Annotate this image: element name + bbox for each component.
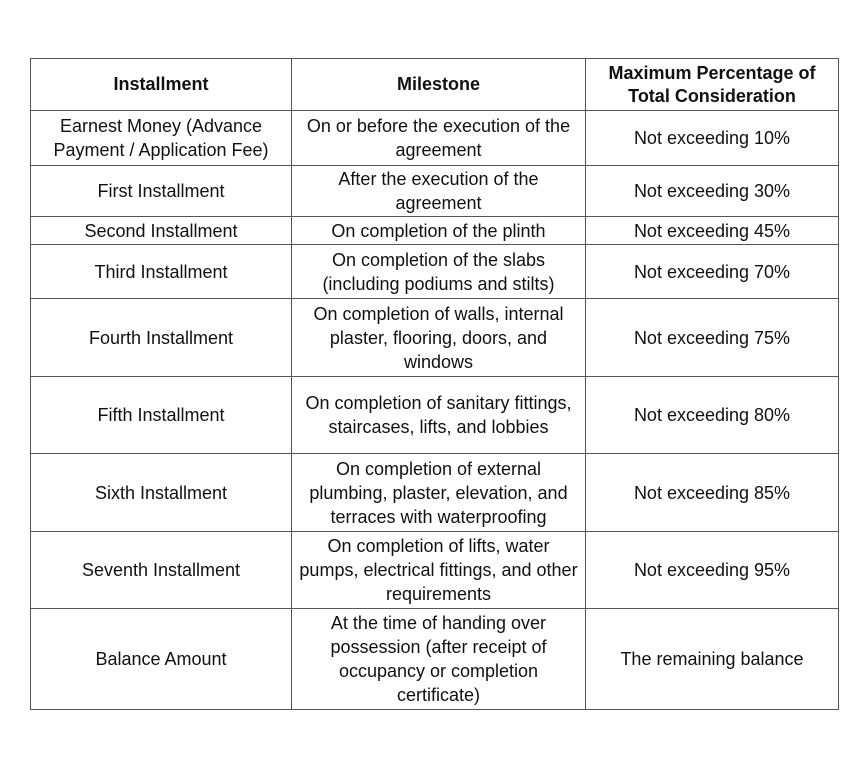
- table-row: [31, 609, 839, 710]
- cell-percentage: Not exceeding 30%: [586, 166, 839, 217]
- table-row: [31, 217, 839, 245]
- table-row: [31, 245, 839, 299]
- header-installment: Installment: [31, 59, 292, 111]
- cell-percentage: Not exceeding 70%: [586, 245, 839, 299]
- table-body: [31, 111, 839, 710]
- cell-installment: Earnest Money (Advance Payment / Application Fee): [31, 111, 292, 166]
- cell-milestone: On completion of lifts, water pumps, electrical fittings, and other requirements: [292, 532, 586, 609]
- header-max-percentage: Maximum Percentage of Total Consideration: [586, 59, 839, 111]
- table-row: [31, 299, 839, 377]
- cell-installment: Balance Amount: [31, 609, 292, 710]
- cell-milestone: On completion of external plumbing, plaster, elevation, and terraces with waterproofing: [292, 454, 586, 532]
- cell-milestone: After the execution of the agreement: [292, 166, 586, 217]
- cell-milestone: On or before the execution of the agreement: [292, 111, 586, 166]
- table-row: [31, 111, 839, 166]
- cell-percentage: Not exceeding 10%: [586, 111, 839, 166]
- table-row: [31, 166, 839, 217]
- cell-percentage: Not exceeding 80%: [586, 377, 839, 454]
- cell-milestone: At the time of handing over possession (after receipt of occupancy or completion certificate): [292, 609, 586, 710]
- cell-milestone: On completion of the slabs (including podiums and stilts): [292, 245, 586, 299]
- cell-percentage: Not exceeding 85%: [586, 454, 839, 532]
- table-row: [31, 532, 839, 609]
- cell-percentage: Not exceeding 45%: [586, 217, 839, 245]
- cell-percentage: Not exceeding 95%: [586, 532, 839, 609]
- cell-percentage: The remaining balance: [586, 609, 839, 710]
- table-header: [31, 59, 839, 111]
- table-row: [31, 377, 839, 454]
- payment-schedule-table: [30, 58, 839, 710]
- cell-milestone: On completion of walls, internal plaster, flooring, doors, and windows: [292, 299, 586, 377]
- cell-installment: Third Installment: [31, 245, 292, 299]
- cell-installment: Second Installment: [31, 217, 292, 245]
- header-milestone: Milestone: [292, 59, 586, 111]
- cell-installment: Sixth Installment: [31, 454, 292, 532]
- cell-milestone: On completion of the plinth: [292, 217, 586, 245]
- table-row: [31, 454, 839, 532]
- cell-installment: Seventh Installment: [31, 532, 292, 609]
- cell-percentage: Not exceeding 75%: [586, 299, 839, 377]
- header-row: [31, 59, 839, 111]
- cell-installment: Fourth Installment: [31, 299, 292, 377]
- cell-installment: First Installment: [31, 166, 292, 217]
- cell-installment: Fifth Installment: [31, 377, 292, 454]
- cell-milestone: On completion of sanitary fittings, staircases, lifts, and lobbies: [292, 377, 586, 454]
